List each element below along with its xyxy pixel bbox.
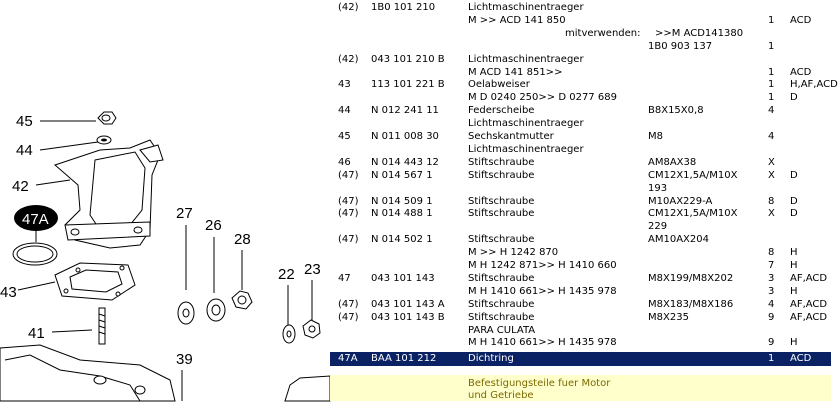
- cell-description: M D 0240 250>> D 0277 689: [468, 92, 617, 104]
- table-row[interactable]: [330, 91, 831, 104]
- cell-model: AF,ACD: [790, 272, 828, 284]
- table-row[interactable]: [330, 40, 831, 53]
- cell-quantity: 9: [768, 311, 775, 323]
- cell-part-number: N 014 488 1: [371, 208, 433, 220]
- cell-part-number: 043 101 143 A: [371, 298, 445, 310]
- footer-line: Befestigungsteile fuer Motor: [468, 378, 611, 389]
- cell-quantity: 4: [768, 105, 775, 117]
- callout-45[interactable]: 45: [16, 113, 33, 130]
- table-row[interactable]: [330, 143, 831, 156]
- cell-remark: M8X183/M8X186: [648, 298, 734, 310]
- cell-model: D: [790, 208, 798, 220]
- cell-remark: B8X15X0,8: [648, 105, 704, 117]
- cell-description: Stiftschraube: [468, 272, 535, 284]
- cell-remark: M8X199/M8X202: [648, 272, 734, 284]
- table-row[interactable]: [330, 27, 831, 40]
- cell-quantity: 1: [768, 353, 775, 364]
- cell-ref: 44: [338, 105, 351, 117]
- table-row[interactable]: [330, 117, 831, 130]
- table-row[interactable]: [330, 156, 831, 169]
- cell-quantity: 4: [768, 298, 775, 310]
- cell-remark: CM12X1,5A/M10X: [648, 208, 738, 220]
- cell-description: Lichtmaschinentraeger: [468, 143, 584, 155]
- cell-model: AF,ACD: [790, 298, 828, 310]
- cell-description: M H 1410 661>> H 1435 978: [468, 337, 617, 349]
- cell-description: PARA CULATA: [468, 324, 536, 336]
- table-row[interactable]: [330, 78, 838, 91]
- cell-description: Lichtmaschinentraeger: [468, 53, 584, 65]
- callout-39[interactable]: 39: [176, 351, 193, 368]
- cell-ref: 46: [338, 156, 351, 168]
- cell-description: Lichtmaschinentraeger: [468, 118, 584, 130]
- selected-part-row[interactable]: [330, 352, 831, 366]
- callout-27[interactable]: 27: [176, 205, 193, 222]
- cell-model: H,AF,ACD: [790, 79, 838, 91]
- washer-icon: [178, 299, 225, 324]
- table-row[interactable]: [330, 220, 831, 233]
- engine-block-partial-drawing: [0, 345, 330, 401]
- cell-description: Sechskantmutter: [468, 131, 554, 142]
- cell-model: ACD: [790, 353, 812, 364]
- cell-remark: AM8AX38: [648, 156, 697, 168]
- cell-part-number: N 014 509 1: [371, 195, 433, 207]
- callout-41[interactable]: 41: [28, 325, 45, 342]
- cell-description: M H 1242 871>> H 1410 660: [468, 260, 617, 271]
- table-row[interactable]: [330, 169, 831, 182]
- cell-quantity: 9: [768, 337, 775, 349]
- cell-ref: (47): [338, 195, 359, 207]
- hex-nut-icon: [98, 112, 116, 124]
- callout-44[interactable]: 44: [16, 142, 33, 159]
- table-row[interactable]: [330, 259, 831, 272]
- cell-part-number: 043 101 143: [371, 272, 435, 284]
- cell-model: H: [790, 260, 798, 271]
- cell-ref: (47): [338, 169, 359, 181]
- cell-ref: 47: [338, 272, 351, 284]
- cell-ref: (47): [338, 311, 359, 323]
- callout-43[interactable]: 43: [0, 284, 17, 301]
- cell-quantity: 3: [768, 285, 775, 297]
- cell-part-number: N 014 502 1: [371, 234, 433, 246]
- table-row[interactable]: [330, 233, 831, 246]
- cell-model: ACD: [790, 66, 812, 78]
- cell-ref: (47): [338, 208, 359, 220]
- table-row[interactable]: [330, 311, 831, 324]
- cell-remark: M10AX229-A: [648, 195, 713, 207]
- cell-quantity: 8: [768, 247, 775, 259]
- cell-quantity: X: [768, 156, 775, 168]
- cell-part-number: 043 101 210 B: [371, 53, 445, 65]
- table-row[interactable]: [330, 182, 831, 195]
- cell-remark: AM10AX204: [648, 234, 709, 246]
- group-footer-note: [330, 375, 831, 401]
- cell-ref: 47A: [338, 353, 358, 364]
- table-row[interactable]: [330, 1, 831, 14]
- cell-quantity: X: [768, 208, 775, 220]
- cell-description: M >> ACD 141 850: [468, 14, 566, 26]
- table-row[interactable]: [330, 104, 831, 117]
- cell-description: Stiftschraube: [468, 169, 535, 181]
- callout-28[interactable]: 28: [234, 231, 251, 248]
- cell-part-number: 113 101 221 B: [371, 79, 445, 91]
- table-row[interactable]: [330, 130, 831, 143]
- cell-model: D: [790, 195, 798, 207]
- gasket-plate-drawing: [55, 263, 135, 300]
- cell-remark: M8X235: [648, 311, 689, 323]
- cell-quantity: X: [768, 169, 775, 181]
- callout-47a[interactable]: 47A: [22, 211, 49, 228]
- cell-ref: (42): [338, 53, 359, 65]
- cell-model: H: [790, 285, 798, 297]
- cell-remark: 1B0 903 137: [648, 40, 713, 52]
- cell-description: M H 1410 661>> H 1435 978: [468, 285, 617, 297]
- cell-part-number: 1B0 101 210: [371, 2, 436, 13]
- cell-quantity: 1: [768, 79, 775, 91]
- table-row[interactable]: [330, 285, 831, 298]
- table-row[interactable]: [330, 14, 831, 27]
- cell-quantity: 8: [768, 195, 775, 207]
- cell-description: Stiftschraube: [468, 208, 535, 220]
- table-row[interactable]: [330, 272, 831, 285]
- table-row[interactable]: [330, 66, 831, 79]
- spring-washer-icon: [97, 136, 111, 144]
- cell-description: Stiftschraube: [468, 311, 535, 323]
- cell-quantity: 1: [768, 14, 775, 26]
- cell-description: M >> H 1242 870: [468, 247, 559, 259]
- cell-description: Stiftschraube: [468, 195, 535, 207]
- cell-part-number: N 014 443 12: [371, 156, 439, 168]
- cell-remark: 229: [648, 221, 668, 233]
- cell-remark: CM12X1,5A/M10X: [648, 169, 738, 181]
- small-washer-icon: [283, 320, 320, 343]
- cell-model: H: [790, 247, 798, 259]
- cell-description: Lichtmaschinentraeger: [468, 2, 584, 13]
- cell-part-number: N 012 241 11: [371, 105, 439, 117]
- callout-42[interactable]: 42: [12, 178, 29, 195]
- callout-23[interactable]: 23: [304, 261, 321, 278]
- cell-description: Stiftschraube: [468, 298, 535, 310]
- table-row[interactable]: [330, 298, 831, 311]
- cell-remark: 193: [648, 182, 668, 194]
- sealing-ring-icon: [13, 243, 57, 265]
- table-row[interactable]: [330, 336, 831, 349]
- table-row[interactable]: [330, 53, 831, 66]
- cell-quantity: 3: [768, 272, 775, 284]
- cell-description: Oelabweiser: [468, 79, 530, 91]
- cell-quantity: 4: [768, 131, 775, 142]
- cell-model: D: [790, 92, 798, 104]
- nut-icon: [232, 291, 252, 309]
- cell-model: D: [790, 169, 798, 181]
- cell-description: Stiftschraube: [468, 234, 535, 246]
- cell-description: Dichtring: [468, 353, 514, 364]
- cell-ref: 45: [338, 131, 351, 142]
- cell-ref: (47): [338, 298, 359, 310]
- parts-list-table: [330, 0, 838, 401]
- cell-ref: (42): [338, 2, 359, 13]
- cell-part-number: N 014 567 1: [371, 169, 433, 181]
- cell-model: ACD: [790, 14, 812, 26]
- cell-model: H: [790, 337, 798, 349]
- alternator-bracket-drawing: [55, 140, 163, 248]
- cell-part-number: 043 101 143 B: [371, 311, 445, 323]
- cell-description: Federscheibe: [468, 105, 535, 117]
- table-row[interactable]: [330, 246, 831, 259]
- callout-26[interactable]: 26: [205, 217, 222, 234]
- cell-quantity: 1: [768, 92, 775, 104]
- cell-model: AF,ACD: [790, 311, 828, 323]
- exploded-parts-diagram: [0, 0, 330, 401]
- cell-description: mitverwenden:: [565, 27, 641, 39]
- cell-description: Stiftschraube: [468, 156, 535, 168]
- cell-quantity: 1: [768, 40, 775, 52]
- cell-part-number: BAA 101 212: [371, 353, 437, 364]
- footer-line: und Getriebe: [468, 390, 534, 401]
- stud-bolt-icon: [99, 308, 105, 344]
- table-row[interactable]: [330, 195, 831, 208]
- cell-ref: 43: [338, 79, 351, 91]
- cell-remark: M8: [648, 131, 663, 142]
- cell-ref: (47): [338, 234, 359, 246]
- cell-quantity: 1: [768, 66, 775, 78]
- cell-description: M ACD 141 851>>: [468, 66, 563, 78]
- cell-remark: >>M ACD141380: [655, 27, 744, 39]
- table-row[interactable]: [330, 207, 831, 220]
- cell-part-number: N 011 008 30: [371, 131, 439, 142]
- table-row[interactable]: [330, 324, 831, 337]
- cell-quantity: 7: [768, 260, 775, 271]
- callout-22[interactable]: 22: [278, 266, 295, 283]
